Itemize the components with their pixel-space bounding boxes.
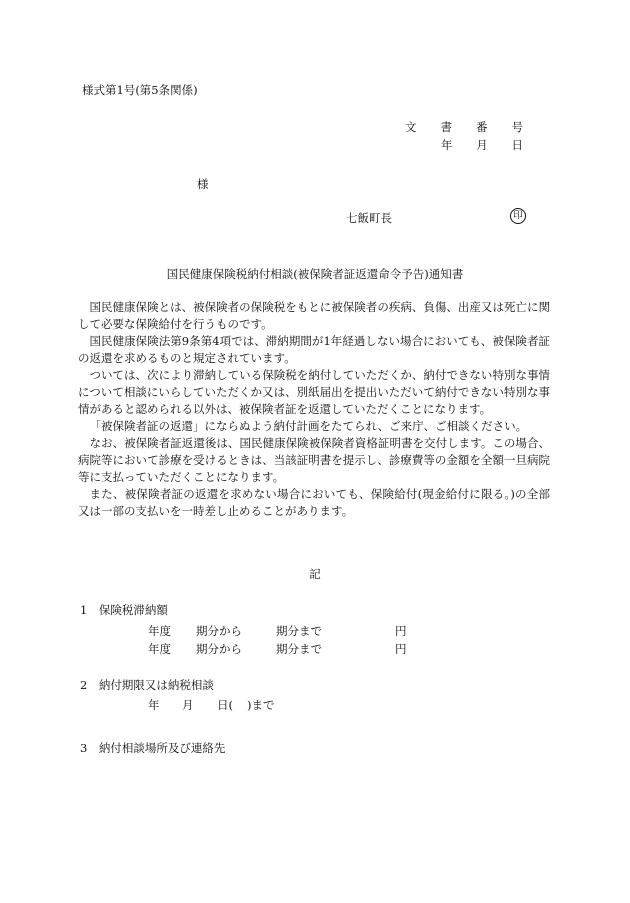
period-from-label: 期分から bbox=[196, 624, 242, 638]
form-number: 様式第1号(第5条関係) bbox=[82, 83, 198, 97]
document-number-char: 号 bbox=[511, 120, 523, 134]
arrears-row bbox=[148, 623, 407, 639]
document-number-char: 書 bbox=[440, 120, 452, 134]
period-to-label: 期分まで bbox=[276, 624, 322, 638]
fiscal-year-label: 年度 bbox=[148, 624, 171, 638]
document-date-label bbox=[441, 137, 523, 153]
deadline-month-label: 月 bbox=[182, 698, 194, 712]
ki-heading: 記 bbox=[309, 567, 321, 581]
body-paragraph: 「被保険者証の返還」にならぬよう納付計画をたてられ、ご来庁、ご相談ください。 bbox=[89, 419, 528, 433]
deadline-day-label: 日( bbox=[217, 698, 233, 712]
document-number-char: 文 bbox=[405, 120, 417, 134]
body-paragraph: なお、被保険者証返還後は、国民健康保険被保険者資格証明書を交付します。この場合、病院等において診療を受けるときは、当該証明書を提示し、診療費等の金額を全額一旦病院等に支払っていただくことになります。 bbox=[78, 436, 550, 484]
addressee-honorific: 様 bbox=[197, 177, 209, 191]
body-paragraph: ついては、次により滞納している保険税を納付していただくか、納付できない特別な事情について相談にいらしていただくか又は、別紙届出を提出いただいて納付できない特別な事情があると認められる以外は、被保険者証を返還していただくことになります。 bbox=[78, 368, 550, 416]
yen-label: 円 bbox=[395, 642, 407, 656]
item-2-heading: 2 納付期限又は納税相談 bbox=[80, 678, 214, 692]
date-month-label: 月 bbox=[476, 138, 488, 152]
period-to-label: 期分まで bbox=[276, 642, 322, 656]
document-number-label bbox=[405, 119, 523, 135]
document-number-char: 番 bbox=[476, 120, 488, 134]
body-paragraph: また、被保険者証の返還を求めない場合においても、保険給付(現金給付に限る。)の全部又は一部の支払いを一時差し止めることがあります。 bbox=[78, 487, 550, 518]
notice-body bbox=[78, 299, 550, 520]
item-1-heading: 1 保険税滞納額 bbox=[80, 603, 168, 617]
issuer-name: 七飯町長 bbox=[346, 211, 392, 225]
fiscal-year-label: 年度 bbox=[148, 642, 171, 656]
seal-mark: 印 bbox=[510, 208, 526, 224]
period-from-label: 期分から bbox=[196, 642, 242, 656]
deadline-year-label: 年 bbox=[148, 698, 160, 712]
arrears-row bbox=[148, 641, 407, 657]
deadline-row bbox=[148, 697, 275, 713]
date-day-label: 日 bbox=[511, 138, 523, 152]
yen-label: 円 bbox=[395, 624, 407, 638]
deadline-until-label: )まで bbox=[247, 698, 275, 712]
item-3-heading: 3 納付相談場所及び連絡先 bbox=[80, 741, 226, 755]
date-year-label: 年 bbox=[441, 138, 453, 152]
body-paragraph: 国民健康保険法第9条第4項では、滞納期間が1年経過しない場合においても、被保険者証の返還を求めるものと規定されています。 bbox=[78, 334, 550, 365]
document-title: 国民健康保険税納付相談(被保険者証返還命令予告)通知書 bbox=[166, 267, 464, 281]
body-paragraph: 国民健康保険とは、被保険者の保険税をもとに被保険者の疾病、負傷、出産又は死亡に関して必要な保険給付を行うものです。 bbox=[78, 300, 550, 331]
